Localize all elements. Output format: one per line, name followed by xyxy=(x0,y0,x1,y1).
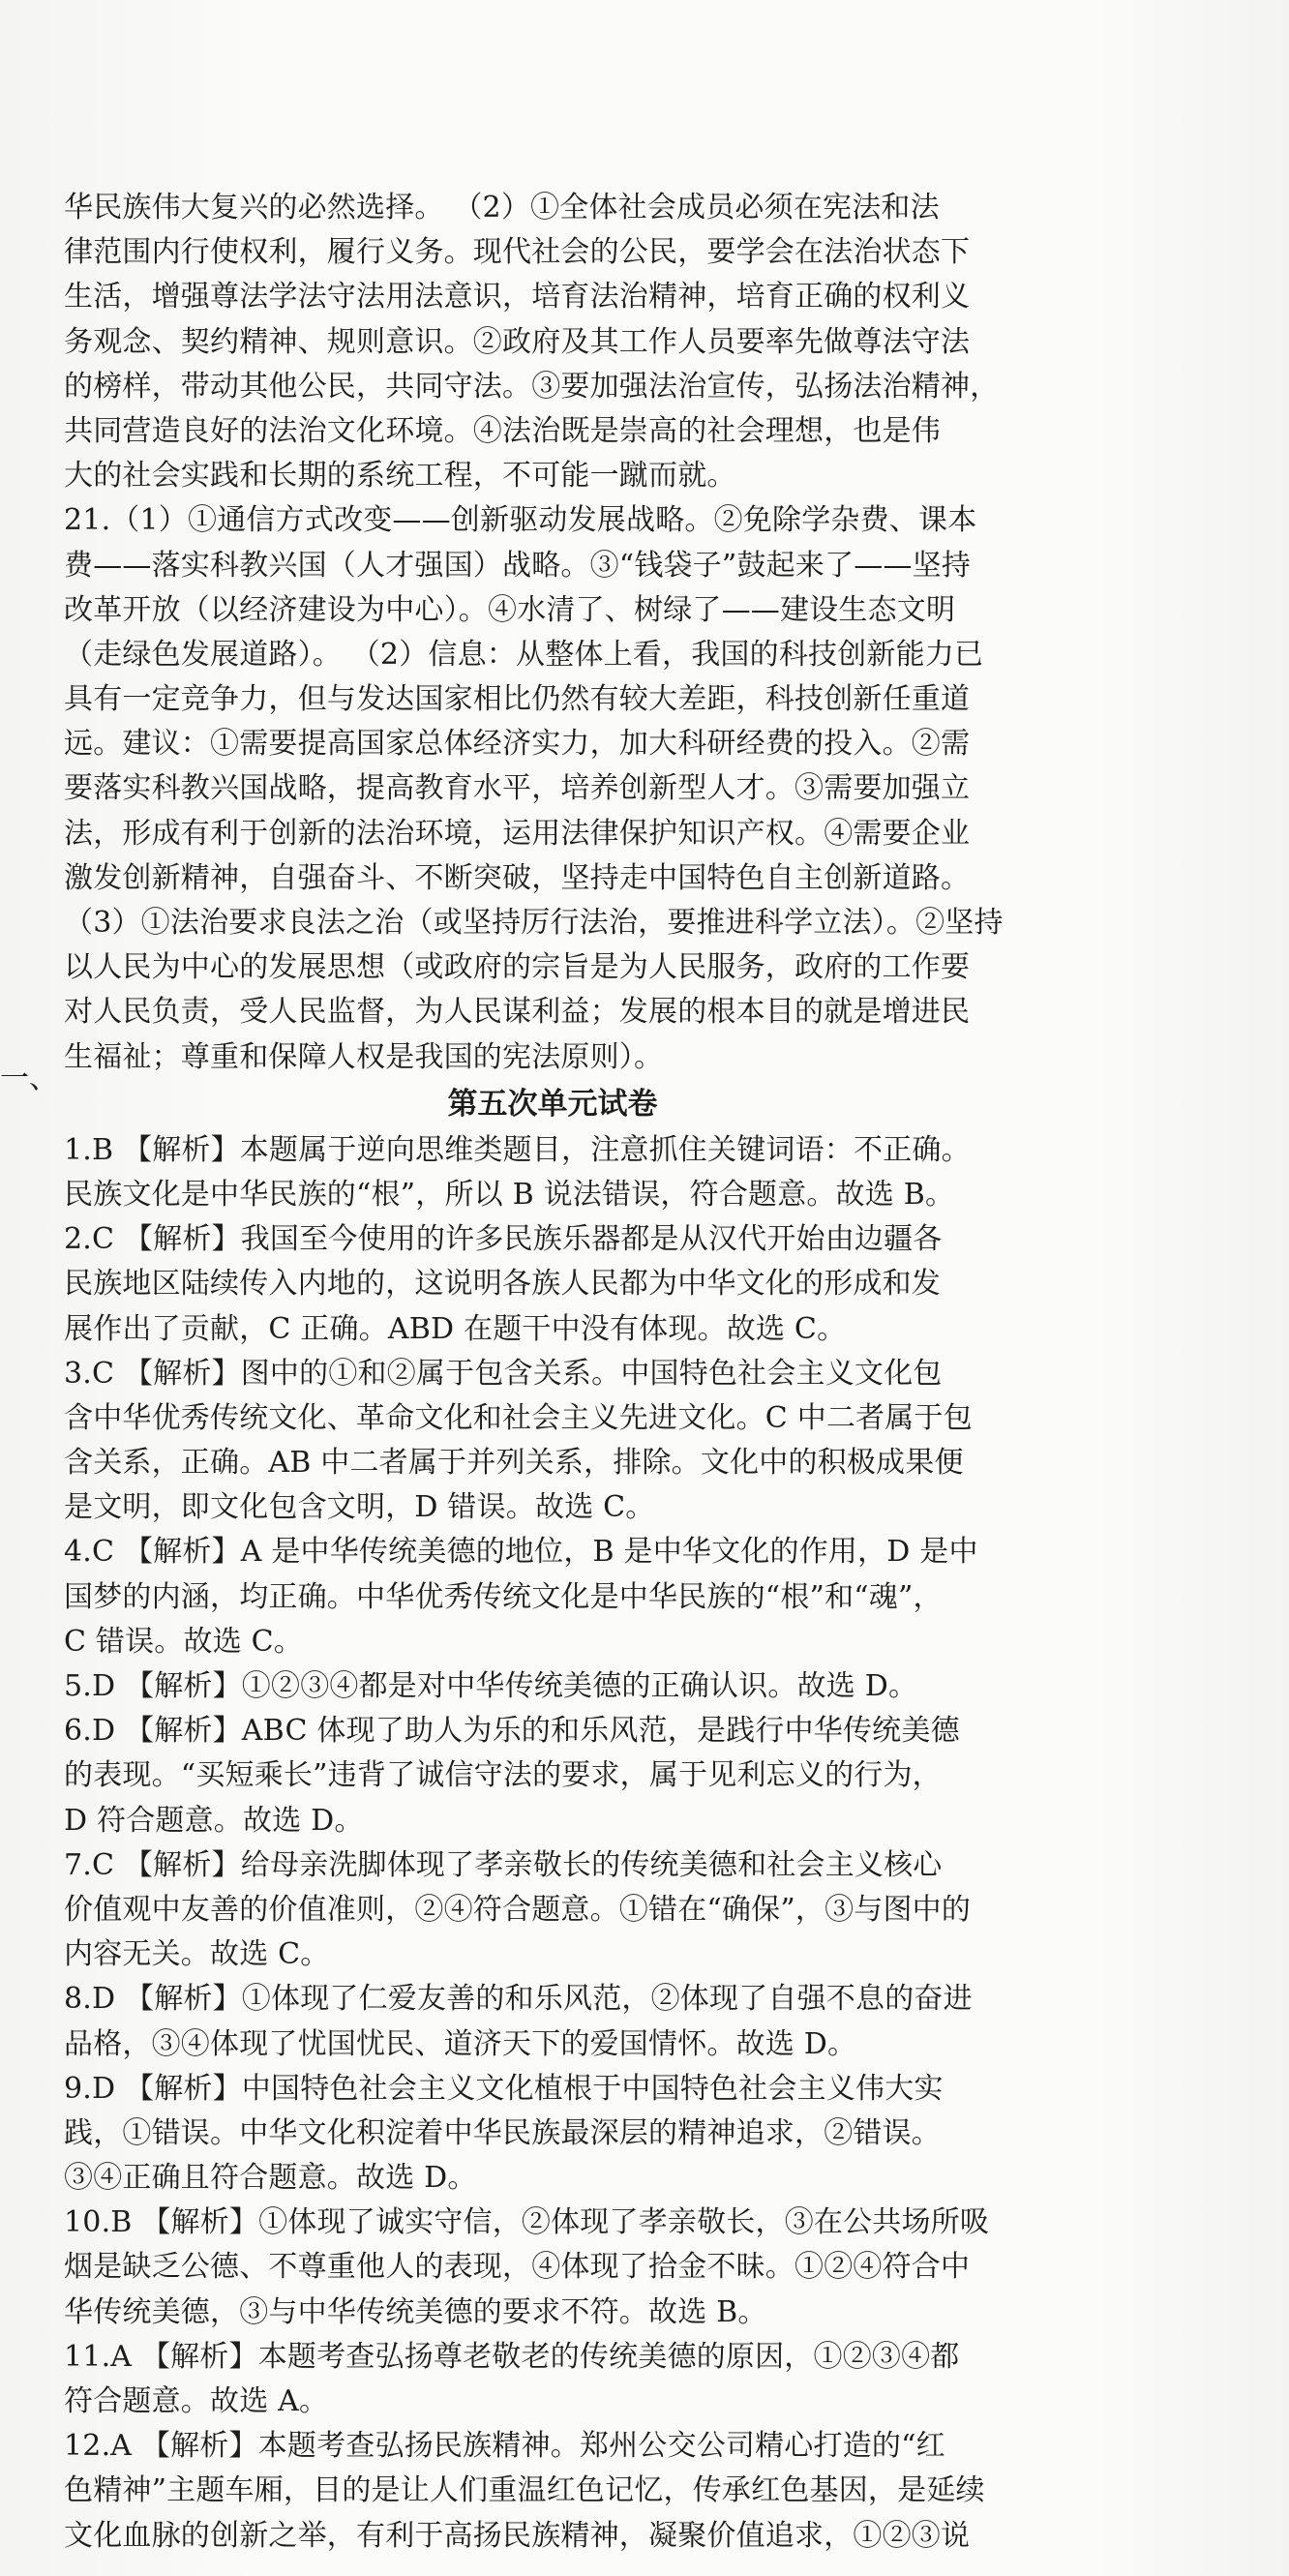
text-line: 含关系，正确。AB 中二者属于并列关系，排除。文化中的积极成果便 xyxy=(64,1446,964,1481)
text-line: 色精神”主题车厢，目的是让人们重温红色记忆，传承红色基因，是延续 xyxy=(64,2473,985,2508)
text-line: 2.C 【解析】我国至今使用的许多民族乐器都是从汉代开始由边疆各 xyxy=(64,1222,943,1257)
text-line: 价值观中友善的价值准则，②④符合题意。①错在“确保”，③与图中的 xyxy=(64,1892,972,1927)
text-line: （走绿色发展道路）。 （2）信息：从整体上看，我国的科技创新能力已 xyxy=(64,637,984,672)
text-line: 大的社会实践和长期的系统工程，不可能一蹴而就。 xyxy=(64,459,736,494)
section-number-mark: 一、 xyxy=(0,1062,58,1095)
text-line: 律范围内行使权利，履行义务。现代社会的公民，要学会在法治状态下 xyxy=(64,235,971,270)
section-title: 第五次单元试卷 xyxy=(447,1086,658,1122)
text-line: 远。建议：①需要提高国家总体经济实力，加大科研经费的投入。②需 xyxy=(64,727,971,762)
text-line: 1.B 【解析】本题属于逆向思维类题目，注意抓住关键词语：不正确。 xyxy=(64,1132,971,1167)
text-line: 践，①错误。中华文化积淀着中华民族最深层的精神追求，②错误。 xyxy=(64,2115,941,2150)
text-line: 符合题意。故选 A。 xyxy=(64,2384,329,2418)
answer-text-body xyxy=(64,186,1041,2559)
text-line: 民族文化是中华民族的“根”，所以 B 说法错误，符合题意。故选 B。 xyxy=(64,1177,955,1212)
text-line: 品格，③④体现了忧国忧民、道济天下的爱国情怀。故选 D。 xyxy=(64,2026,857,2061)
text-line: 11.A 【解析】本题考查弘扬尊老敬老的传统美德的原因，①②③④都 xyxy=(64,2339,960,2374)
text-line: 的表现。“买短乘长”违背了诚信守法的要求，属于见利忘义的行为， xyxy=(64,1758,942,1793)
text-line: 华民族伟大复兴的必然选择。 （2）①全体社会成员必须在宪法和法 xyxy=(64,191,940,225)
text-line: D 符合题意。故选 D。 xyxy=(64,1803,364,1838)
text-line: 的榜样，带动其他公民，共同守法。③要加强法治宣传，弘扬法治精神， xyxy=(64,369,1000,404)
text-line: （3）①法治要求良法之治（或坚持厉行法治，要推进科学立法）。②坚持 xyxy=(64,906,1004,940)
text-line: 民族地区陆续传入内地的，这说明各族人民都为中华文化的形成和发 xyxy=(64,1267,941,1302)
text-line: 是文明，即文化包含文明，D 错误。故选 C。 xyxy=(64,1490,655,1525)
text-line: 5.D 【解析】①②③④都是对中华传统美德的正确认识。故选 D。 xyxy=(64,1669,918,1703)
text-line: 内容无关。故选 C。 xyxy=(64,1937,330,1972)
text-line: 华传统美德，③与中华传统美德的要求不符。故选 B。 xyxy=(64,2294,767,2329)
text-line: 法，形成有利于创新的法治环境，运用法律保护知识产权。④需要企业 xyxy=(64,816,971,851)
text-line: 激发创新精神，自强奋斗、不断突破，坚持走中国特色自主创新道路。 xyxy=(64,860,971,895)
text-line: 8.D 【解析】①体现了仁爱友善的和乐风范，②体现了自强不息的奋进 xyxy=(64,1982,973,2017)
text-line: 费——落实科教兴国（人才强国）战略。③“钱袋子”鼓起来了——坚持 xyxy=(64,548,972,583)
text-line: 3.C 【解析】图中的①和②属于包含关系。中国特色社会主义文化包 xyxy=(64,1356,943,1391)
text-line: 7.C 【解析】给母亲洗脚体现了孝亲敬长的传统美德和社会主义核心 xyxy=(64,1847,943,1882)
text-line: 对人民负责，受人民监督，为人民谋利益；发展的根本目的就是增进民 xyxy=(64,995,971,1030)
text-line: 文化血脉的创新之举，有利于高扬民族精神，凝聚价值追求，①②③说 xyxy=(64,2518,971,2553)
text-line: 4.C 【解析】A 是中华传统美德的地位，B 是中华文化的作用，D 是中 xyxy=(64,1535,978,1570)
text-line: 具有一定竞争力，但与发达国家相比仍然有较大差距，科技创新任重道 xyxy=(64,682,971,717)
text-line: 展作出了贡献，C 正确。ABD 在题干中没有体现。故选 C。 xyxy=(64,1311,847,1346)
text-line: 生福祉；尊重和保障人权是我国的宪法原则）。 xyxy=(64,1039,664,1074)
text-line: 国梦的内涵，均正确。中华优秀传统文化是中华民族的“根”和“魂”， xyxy=(64,1579,943,1614)
text-line: 烟是缺乏公德、不尊重他人的表现，④体现了拾金不昧。①②④符合中 xyxy=(64,2250,971,2285)
text-line: 6.D 【解析】ABC 体现了助人为乐的和乐风范，是践行中华传统美德 xyxy=(64,1714,960,1749)
text-line: 21.（1）①通信方式改变——创新驱动发展战略。②免除学杂费、课本 xyxy=(64,503,977,538)
previous-answers-block xyxy=(64,186,1041,1080)
text-line: 要落实科教兴国战略，提高教育水平，培养创新型人才。③需要加强立 xyxy=(64,771,971,806)
text-line: 9.D 【解析】中国特色社会主义文化植根于中国特色社会主义伟大实 xyxy=(64,2071,944,2106)
text-line: 以人民为中心的发展思想（或政府的宗旨是为人民服务，政府的工作要 xyxy=(64,950,971,985)
text-line: 10.B 【解析】①体现了诚实守信，②体现了孝亲敬长，③在公共场所吸 xyxy=(64,2205,990,2240)
text-line: C 错误。故选 C。 xyxy=(64,1624,303,1659)
text-line: ③④正确且符合题意。故选 D。 xyxy=(64,2161,477,2196)
text-line: 共同营造良好的法治文化环境。④法治既是崇高的社会理想，也是伟 xyxy=(64,413,941,448)
text-line: 务观念、契约精神、规则意识。②政府及其工作人员要率先做尊法守法 xyxy=(64,324,971,359)
text-line: 生活，增强尊法学法守法用法意识，培育法治精神，培育正确的权利义 xyxy=(64,280,971,315)
text-line: 12.A 【解析】本题考查弘扬民族精神。郑州公交公司精心打造的“红 xyxy=(64,2429,945,2464)
text-line: 含中华优秀传统文化、革命文化和社会主义先进文化。C 中二者属于包 xyxy=(64,1400,973,1435)
unit-five-answers-block xyxy=(64,1128,1041,2559)
text-line: 改革开放（以经济建设为中心）。④水清了、树绿了——建设生态文明 xyxy=(64,592,956,627)
